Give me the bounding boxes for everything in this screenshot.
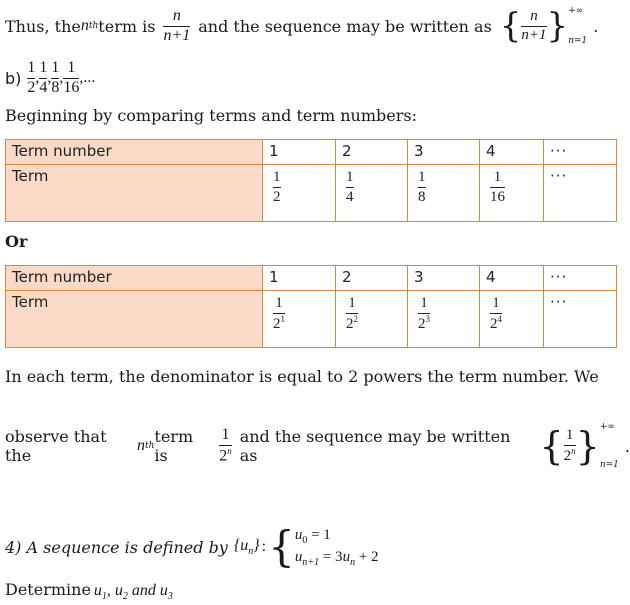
question-4 bbox=[5, 522, 379, 572]
upper-limit: +∞ bbox=[568, 6, 584, 16]
cell-dots: ··· bbox=[544, 291, 617, 348]
header-term-number: Term number bbox=[6, 140, 263, 165]
cell-3: 3 bbox=[408, 140, 480, 165]
terms-table-2 bbox=[5, 265, 617, 348]
text-term-is: term is bbox=[98, 16, 156, 36]
table-row bbox=[6, 266, 617, 291]
line-nth-term-1 bbox=[5, 6, 598, 46]
fraction-n-over-n-plus-1 bbox=[163, 8, 190, 45]
cell-4: 4 bbox=[480, 266, 544, 291]
header-term: Term bbox=[6, 291, 263, 348]
left-brace-icon: { bbox=[268, 522, 295, 571]
var-n: n bbox=[80, 17, 89, 34]
table-row bbox=[6, 291, 617, 348]
right-brace-icon: } bbox=[546, 6, 569, 46]
determine-text: Determine bbox=[5, 580, 91, 599]
upper-limit: +∞ bbox=[599, 422, 615, 432]
cell-dots: ··· bbox=[544, 266, 617, 291]
cell-dots: ··· bbox=[544, 165, 617, 222]
fraction-numerator: 1 bbox=[221, 426, 230, 444]
sequence-limits bbox=[568, 6, 587, 46]
lower-limit: n=1 bbox=[599, 460, 619, 470]
intro-text: Beginning by comparing terms and term numbers: bbox=[5, 106, 417, 125]
fraction-denominator: n+1 bbox=[163, 26, 191, 44]
part-b-label: b) bbox=[5, 68, 22, 88]
cell-frac-4: $\frac{1}{16}$ bbox=[480, 165, 544, 222]
period: . bbox=[593, 16, 599, 36]
sequence-limits bbox=[600, 422, 619, 470]
period: . bbox=[624, 436, 630, 456]
or-label: Or bbox=[5, 232, 28, 251]
line-part-b: b) $\frac{1}{2}$ , $\frac{1}{4}$ , $\frac{1}{8}$ , $\frac{1}{16}$ ,... bbox=[5, 58, 96, 96]
cell-power-3: $\frac{1}{2^3}$ bbox=[408, 291, 480, 348]
header-term-number: Term number bbox=[6, 266, 263, 291]
cell-power-1: $\frac{1}{2^1}$ bbox=[263, 291, 336, 348]
cell-1: 1 bbox=[263, 266, 336, 291]
initial-condition: $u_0 = 1$ bbox=[294, 526, 331, 546]
fraction-numerator: n bbox=[172, 6, 181, 24]
text-term-is: term is bbox=[154, 427, 194, 465]
ellipsis: ,... bbox=[79, 69, 96, 86]
sequence-numerator: n bbox=[530, 7, 538, 24]
sequence-denominator: n+1 bbox=[521, 26, 547, 43]
text-written-as: and the sequence may be written as bbox=[239, 427, 511, 465]
cell-frac-3: $\frac{1}{8}$ bbox=[408, 165, 480, 222]
cell-3: 3 bbox=[408, 266, 480, 291]
sup-th: th bbox=[144, 441, 155, 451]
sequence-fraction bbox=[521, 9, 546, 44]
cell-2: 2 bbox=[336, 266, 408, 291]
cell-dots: ··· bbox=[544, 140, 617, 165]
cell-frac-2: $\frac{1}{4}$ bbox=[336, 165, 408, 222]
u-terms: $u_1$, $u_2$ and $u_3$ bbox=[93, 582, 173, 603]
header-term: Term bbox=[6, 165, 263, 222]
terms-table-1 bbox=[5, 139, 617, 222]
sequence-notation-2 bbox=[539, 422, 630, 470]
table-row bbox=[6, 140, 617, 165]
recurrence-system bbox=[295, 525, 379, 570]
question-text: 4) A sequence is defined by bbox=[5, 537, 228, 557]
sequence-notation-1 bbox=[500, 6, 599, 46]
left-brace-icon: { bbox=[499, 6, 522, 46]
line-nth-term-2 bbox=[5, 420, 630, 472]
left-brace-icon: { bbox=[539, 424, 564, 468]
cell-4: 4 bbox=[480, 140, 544, 165]
lower-limit: n=1 bbox=[568, 36, 588, 46]
text-observe: observe that the bbox=[5, 427, 107, 465]
cell-1: 1 bbox=[263, 140, 336, 165]
cell-frac-1: $\frac{1}{2}$ bbox=[263, 165, 336, 222]
sequence-fraction bbox=[564, 428, 576, 465]
fraction-1-over-2n bbox=[219, 427, 232, 465]
sequence-denominator: 2$^n$ bbox=[563, 445, 576, 464]
fraction-1-16: $\frac{1}{16}$ bbox=[63, 58, 80, 96]
var-n: n bbox=[136, 437, 145, 454]
fraction-1-4: $\frac{1}{4}$ bbox=[39, 58, 48, 96]
cell-2: 2 bbox=[336, 140, 408, 165]
right-brace-icon: } bbox=[575, 424, 600, 468]
text-written-as: and the sequence may be written as bbox=[198, 16, 492, 36]
determine-line bbox=[5, 580, 173, 602]
explanation-paragraph: In each term, the denominator is equal to 2 powers the term number. We bbox=[5, 367, 599, 386]
sequence-un: $\{u_n\}$ bbox=[233, 536, 260, 558]
sequence-numerator: 1 bbox=[565, 426, 574, 443]
fraction-denominator: 2$^n$ bbox=[219, 445, 232, 465]
colon: : bbox=[261, 538, 267, 555]
text-thus: Thus, the bbox=[5, 16, 81, 36]
sup-th: th bbox=[88, 21, 99, 31]
fraction-1-8: $\frac{1}{8}$ bbox=[51, 58, 60, 96]
cell-power-2: $\frac{1}{2^2}$ bbox=[336, 291, 408, 348]
table-row bbox=[6, 165, 617, 222]
fraction-1-2: $\frac{1}{2}$ bbox=[27, 58, 36, 96]
recurrence-relation: $u_{n+1} = 3u_n + 2$ bbox=[294, 549, 379, 568]
cell-power-4: $\frac{1}{2^4}$ bbox=[480, 291, 544, 348]
